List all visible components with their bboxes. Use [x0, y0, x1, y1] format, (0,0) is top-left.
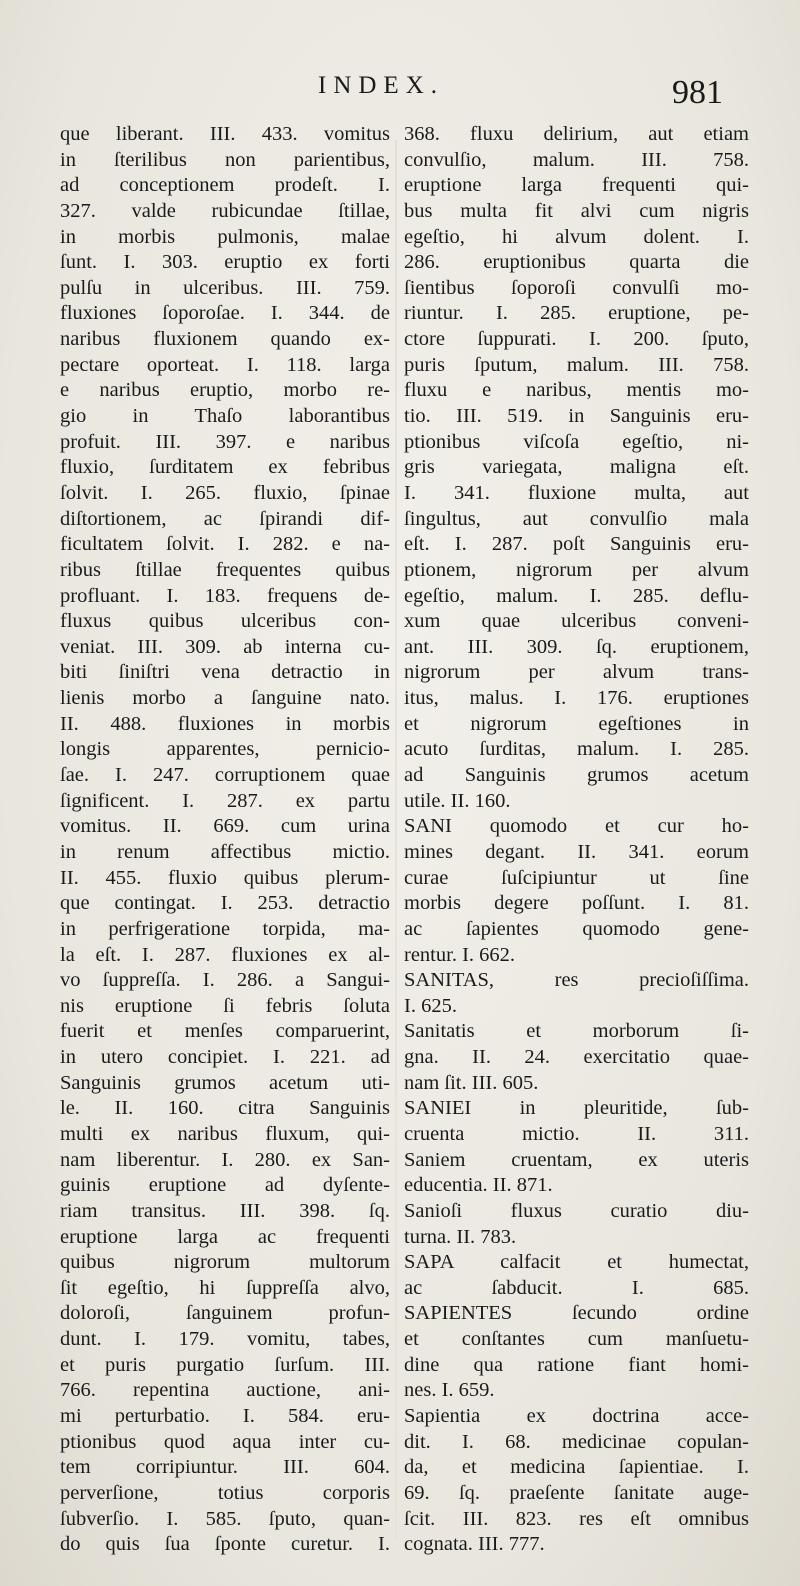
text-line: profluant. I. 183. frequens de-: [60, 584, 390, 607]
text-line: gio in Thaſo laborantibus: [60, 405, 390, 428]
text-line: ant. III. 309. ſq. eruptionem,: [404, 635, 749, 658]
text-line: ſae. I. 247. corruptionem quae: [60, 764, 390, 787]
text-line: I. 625.: [404, 994, 457, 1017]
text-line: eruptione larga ac frequenti: [60, 1225, 390, 1248]
text-line: II. 488. fluxiones in morbis: [60, 712, 390, 735]
text-line: SANI quomodo et cur ho-: [404, 815, 749, 838]
text-line: que contingat. I. 253. detractio: [60, 892, 390, 915]
text-line: ptionibus quod aqua inter cu-: [60, 1430, 390, 1453]
page-fold: [395, 140, 397, 1540]
text-line: in morbis pulmonis, malae: [60, 225, 390, 248]
text-line: que liberant. III. 433. vomitus: [60, 123, 390, 145]
text-line: ficultatem ſolvit. I. 282. e na-: [60, 533, 390, 556]
text-line: puris ſputum, malum. III. 758.: [404, 353, 749, 376]
text-line: ad Sanguinis grumos acetum: [404, 764, 749, 787]
text-line: SAPA calfacit et humectat,: [404, 1251, 749, 1274]
text-line: ptionibus viſcoſa egeſtio, ni-: [404, 430, 749, 453]
text-line: et conſtantes cum manſuetu-: [404, 1328, 749, 1351]
text-line: cruenta mictio. II. 311.: [404, 1122, 749, 1145]
text-line: I. 341. fluxione multa, aut: [404, 481, 749, 504]
text-line: egeſtio, hi alvum dolent. I.: [404, 225, 749, 248]
text-line: in renum affectibus mictio.: [60, 840, 390, 863]
text-line: itus, malus. I. 176. eruptiones: [404, 687, 749, 710]
text-line: curae ſuſcipiuntur ut ſine: [404, 866, 749, 889]
text-line: do quis ſua ſponte curetur. I.: [60, 1533, 390, 1556]
text-line: rentur. I. 662.: [404, 943, 516, 966]
text-line: vo ſuppreſſa. I. 286. a Sangui-: [60, 969, 390, 992]
text-line: ſcit. III. 823. res eſt omnibus: [404, 1507, 749, 1530]
text-line: da, et medicina ſapientiae. I.: [404, 1456, 749, 1479]
text-line: profuit. III. 397. e naribus: [60, 430, 390, 453]
text-line: dit. I. 68. medicinae copulan-: [404, 1430, 749, 1453]
text-line: et puris purgatio ſurſum. III.: [60, 1353, 390, 1376]
text-line: biti ſiniſtri vena detractio in: [60, 661, 390, 684]
text-line: II. 455. fluxio quibus plerum-: [60, 866, 390, 889]
text-line: egeſtio, malum. I. 285. deflu-: [404, 584, 749, 607]
text-line: ſignificent. I. 287. ex partu: [60, 789, 390, 812]
text-line: eruptione larga frequenti qui-: [404, 174, 749, 197]
text-line: SANITAS, res precioſiſſima.: [404, 969, 749, 992]
page-number: 981: [672, 74, 723, 111]
text-line: 766. repentina auctione, ani-: [60, 1379, 390, 1402]
text-line: ſunt. I. 303. eruptio ex forti: [60, 251, 390, 274]
text-line: la eſt. I. 287. fluxiones ex al-: [60, 943, 390, 966]
text-line: in utero concipiet. I. 221. ad: [60, 1046, 390, 1069]
text-line: nis eruptione ſi febris ſoluta: [60, 994, 390, 1017]
text-line: tio. III. 519. in Sanguinis eru-: [404, 405, 749, 428]
text-line: nes. I. 659.: [404, 1379, 495, 1402]
text-line: mines degant. II. 341. eorum: [404, 840, 749, 863]
text-line: ac ſapientes quomodo gene-: [404, 917, 749, 940]
text-line: in perfrigeratione torpida, ma-: [60, 917, 390, 940]
text-line: mi perturbatio. I. 584. eru-: [60, 1405, 390, 1428]
text-line: fluxio, ſurditatem ex febribus: [60, 456, 390, 479]
text-line: ad conceptionem prodeſt. I.: [60, 174, 390, 197]
text-line: lienis morbo a ſanguine nato.: [60, 687, 390, 710]
text-line: quibus nigrorum multorum: [60, 1251, 390, 1274]
text-line: Sapientia ex doctrina acce-: [404, 1405, 749, 1428]
text-line: 368. fluxu delirium, aut etiam: [404, 123, 749, 145]
text-line: nam liberentur. I. 280. ex San-: [60, 1148, 390, 1171]
text-line: le. II. 160. citra Sanguinis: [60, 1097, 390, 1120]
text-line: fuerit et menſes comparuerint,: [60, 1020, 390, 1043]
text-line: utile. II. 160.: [404, 789, 511, 812]
text-line: ſientibus ſoporoſi convulſi mo-: [404, 276, 749, 299]
text-line: Sanguinis grumos acetum uti-: [60, 1071, 390, 1094]
text-line: veniat. III. 309. ab interna cu-: [60, 635, 390, 658]
text-line: fluxus quibus ulceribus con-: [60, 610, 390, 633]
text-line: 286. eruptionibus quarta die: [404, 251, 749, 274]
text-line: convulſio, malum. III. 758.: [404, 148, 749, 171]
text-line: riam transitus. III. 398. ſq.: [60, 1199, 390, 1222]
text-line: nam ſit. III. 605.: [404, 1071, 539, 1094]
text-line: gris variegata, maligna eſt.: [404, 456, 749, 479]
text-line: perverſione, totius corporis: [60, 1481, 390, 1504]
text-line: SAPIENTES ſecundo ordine: [404, 1302, 749, 1325]
text-line: pectare oporteat. I. 118. larga: [60, 353, 390, 376]
text-line: ptionem, nigrorum per alvum: [404, 558, 749, 581]
text-line: pulſu in ulceribus. III. 759.: [60, 276, 390, 299]
text-line: e naribus eruptio, morbo re-: [60, 379, 390, 402]
text-line: xum quae ulceribus conveni-: [404, 610, 749, 633]
left-column: [60, 122, 390, 1558]
running-title: INDEX.: [318, 72, 445, 99]
text-line: acuto ſurditas, malum. I. 285.: [404, 738, 749, 761]
text-line: dunt. I. 179. vomitu, tabes,: [60, 1328, 390, 1351]
text-line: bus multa fit alvi cum nigris: [404, 199, 749, 222]
text-line: Saniem cruentam, ex uteris: [404, 1148, 749, 1171]
text-line: guinis eruptione ad dyſente-: [60, 1174, 390, 1197]
text-line: 327. valde rubicundae ſtillae,: [60, 199, 390, 222]
text-line: cognata. III. 777.: [404, 1533, 545, 1556]
text-line: morbis degere poſſunt. I. 81.: [404, 892, 749, 915]
text-line: ribus ſtillae frequentes quibus: [60, 558, 390, 581]
text-line: turna. II. 783.: [404, 1225, 517, 1248]
text-line: ſit egeſtio, hi ſuppreſſa alvo,: [60, 1276, 390, 1299]
text-line: multi ex naribus fluxum, qui-: [60, 1122, 390, 1145]
text-line: fluxu e naribus, mentis mo-: [404, 379, 749, 402]
text-line: in ſterilibus non parientibus,: [60, 148, 390, 171]
text-line: gna. II. 24. exercitatio quae-: [404, 1046, 749, 1069]
text-line: ac ſabducit. I. 685.: [404, 1276, 749, 1299]
text-line: naribus fluxionem quando ex-: [60, 328, 390, 351]
text-line: eſt. I. 287. poſt Sanguinis eru-: [404, 533, 749, 556]
text-line: nigrorum per alvum trans-: [404, 661, 749, 684]
page-header: [0, 68, 800, 111]
text-line: longis apparentes, pernicio-: [60, 738, 390, 761]
text-line: vomitus. II. 669. cum urina: [60, 815, 390, 838]
text-line: 69. ſq. praeſente ſanitate auge-: [404, 1481, 749, 1504]
text-line: dine qua ratione fiant homi-: [404, 1353, 749, 1376]
text-line: ſolvit. I. 265. fluxio, ſpinae: [60, 481, 390, 504]
text-line: tem corripiuntur. III. 604.: [60, 1456, 390, 1479]
text-line: riuntur. I. 285. eruptione, pe-: [404, 302, 749, 325]
text-line: fluxiones ſoporoſae. I. 344. de: [60, 302, 390, 325]
text-line: SANIEI in pleuritide, ſub-: [404, 1097, 749, 1120]
text-line: Sanioſi fluxus curatio diu-: [404, 1199, 749, 1222]
right-column: [404, 122, 749, 1558]
text-line: doloroſi, ſanguinem profun-: [60, 1302, 390, 1325]
text-line: et nigrorum egeſtiones in: [404, 712, 749, 735]
text-line: ctore ſuppurati. I. 200. ſputo,: [404, 328, 749, 351]
text-line: Sanitatis et morborum ſi-: [404, 1020, 749, 1043]
text-line: diſtortionem, ac ſpirandi dif-: [60, 507, 390, 530]
text-line: educentia. II. 871.: [404, 1174, 553, 1197]
text-line: ſubverſio. I. 585. ſputo, quan-: [60, 1507, 390, 1530]
text-line: ſingultus, aut convulſio mala: [404, 507, 749, 530]
